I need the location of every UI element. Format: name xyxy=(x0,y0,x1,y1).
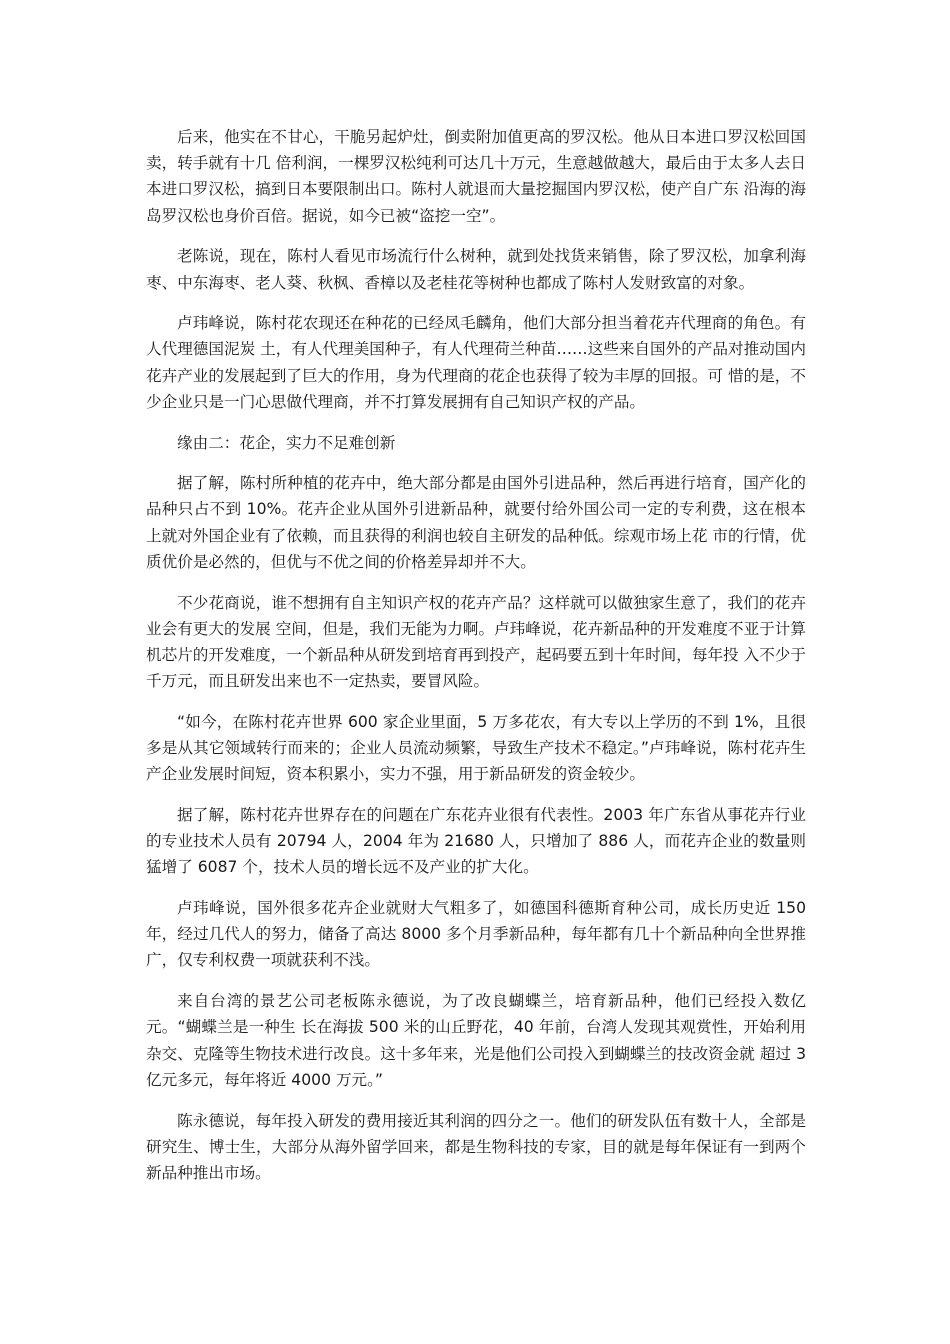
paragraph-6: 不少花商说，谁不想拥有自主知识产权的花卉产品？这样就可以做独家生意了，我们的花卉业会有更大的发展 空间，但是，我们无能为力啊。卢玮峰说，花卉新品种的开发难度不亚于计算机芯片的开发难度，一个新品种从研发到培育再到投产，起码要五到十年时间，每年投 入不少于千万元，而且研发出来也不一定热卖，要冒风险。 xyxy=(146,593,806,691)
paragraph-1: 后来，他实在不甘心，干脆另起炉灶，倒卖附加值更高的罗汉松。他从日本进口罗汉松回国卖，转手就有十几 倍利润，一棵罗汉松纯利可达几十万元，生意越做越大，最后由于太多人去日本进口罗汉松，搞到日本要限制出口。陈村人就退而大量挖掘国内罗汉松，使产自广东 沿海的海岛罗汉松也身价百倍。据说，如今已被“盗挖一空”。 xyxy=(146,128,806,225)
paragraph-7: “如今，在陈村花卉世界 600 家企业里面，5 万多花农，有大专以上学历的不到 1%，且很多是从其它领域转行而来的；企业人员流动频繁，导致生产技术不稳定。”卢玮峰说，陈村花卉生产企业发展时间短，资本积累小，实力不强，用于新品研发的资金较少。 xyxy=(146,712,806,784)
paragraph-2: 老陈说，现在，陈村人看见市场流行什么树种，就到处找货来销售，除了罗汉松，加拿利海枣、中东海枣、老人葵、秋枫、香樟以及老桂花等树种也都成了陈村人发财致富的对象。 xyxy=(146,247,806,292)
article-body xyxy=(146,124,806,1201)
paragraph-8: 据了解，陈村花卉世界存在的问题在广东花卉业很有代表性。2003 年广东省从事花卉行业的专业技术人员有 20794 人，2004 年为 21680 人，只增加了 886 人，而花卉企业的数量则猛增了 6087 个，技术人员的增长远不及产业的扩大化。 xyxy=(146,805,806,877)
paragraph-10: 来自台湾的景艺公司老板陈永德说，为了改良蝴蝶兰，培育新品种，他们已经投入数亿元。“蝴蝶兰是一种生 长在海拔 500 米的山丘野花，40 年前，台湾人发现其观赏性，开始利用杂交、克隆等生物技术进行改良。这十多年来，光是他们公司投入到蝴蝶兰的技改资金就 超过 3 亿元多元，每年将近 4000 万元。” xyxy=(146,992,806,1089)
paragraph-11: 陈永德说，每年投入研发的费用接近其利润的四分之一。他们的研发队伍有数十人，全部是研究生、博士生，大部分从海外留学回来，都是生物科技的专家，目的就是每年保证有一到两个新品种推出市场。 xyxy=(146,1111,806,1182)
paragraph-9: 卢玮峰说，国外很多花卉企业就财大气粗多了，如德国科德斯育种公司，成长历史近 150 年，经过几代人的努力，储备了高达 8000 多个月季新品种，每年都有几十个新品种向全世界推广，仅专利权费一项就获利不浅。 xyxy=(146,899,806,970)
section-heading: 缘由二：花企，实力不足难创新 xyxy=(177,433,396,452)
paragraph-5: 据了解，陈村所种植的花卉中，绝大部分都是由国外引进品种，然后再进行培育，国产化的品种只占不到 10%。花卉企业从国外引进新品种，就要付给外国公司一定的专利费，这在根本上就对外国企业有了依赖，而且获得的利润也较自主研发的品种低。综观市场上花 市的行情，优质优价是必然的，但优与不优之间的价格差异却并不大。 xyxy=(146,474,806,571)
paragraph-3: 卢玮峰说，陈村花农现还在种花的已经凤毛麟角，他们大部分担当着花卉代理商的角色。有人代理德国泥炭 土，有人代理美国种子，有人代理荷兰种苗……这些来自国外的产品对推动国内花卉产业的发展起到了巨大的作用，身为代理商的花企也获得了较为丰厚的回报。可 惜的是，不少企业只是一门心思做代理商，并不打算发展拥有自己知识产权的产品。 xyxy=(146,314,806,411)
